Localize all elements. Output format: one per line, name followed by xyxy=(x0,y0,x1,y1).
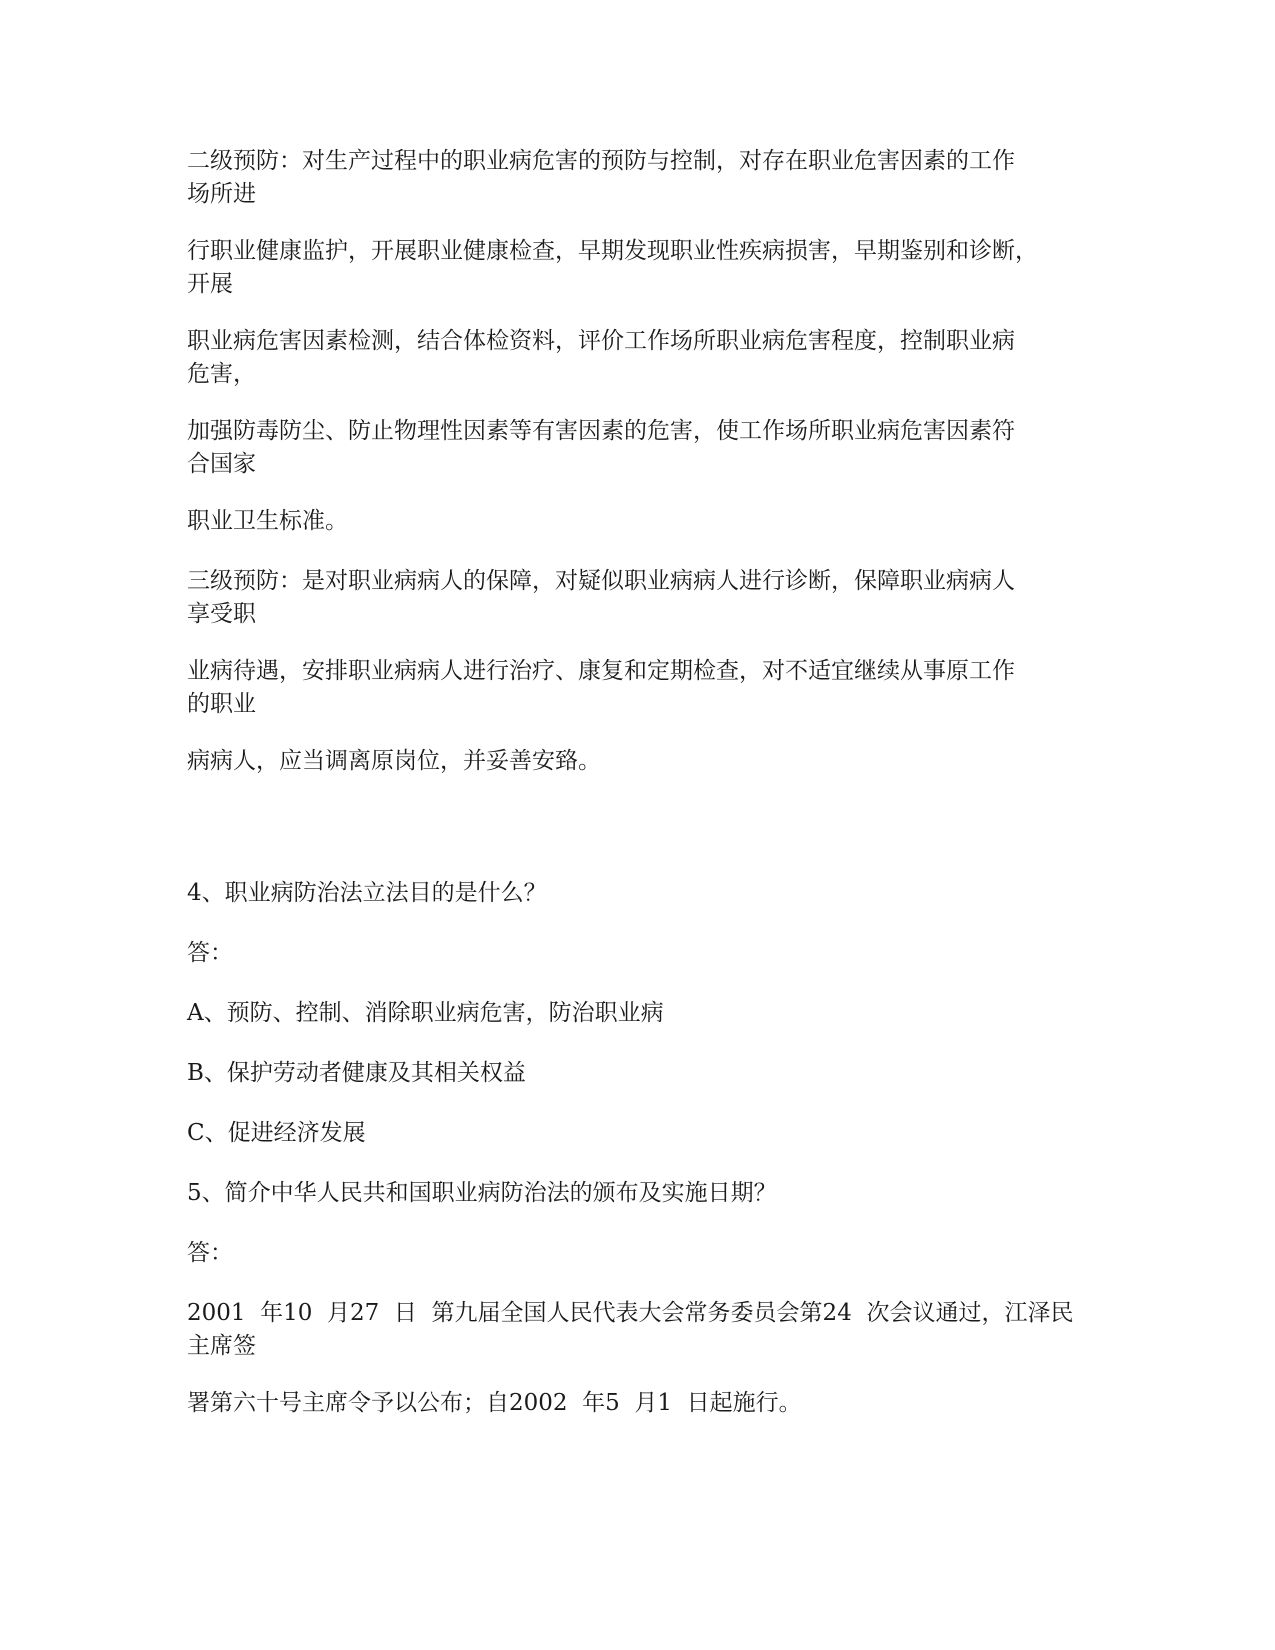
paragraph-secondary-prevention-5 xyxy=(187,505,1097,538)
answer-label-5 xyxy=(187,1237,1097,1270)
paragraph-line: 加强防毒防尘、防止物理性因素等有害因素的危害，使工作场所职业病危害因素符 xyxy=(187,418,1015,444)
paragraph-secondary-prevention-3 xyxy=(187,325,1097,391)
paragraph-line: 职业病危害因素检测，结合体检资料，评价工作场所职业病危害程度，控制职业病 xyxy=(187,328,1015,354)
answer-text: B、保护劳动者健康及其相关权益 xyxy=(187,1060,526,1086)
paragraph-line: 场所进 xyxy=(187,181,256,207)
answer-5-text-2 xyxy=(187,1387,1097,1420)
paragraph-tertiary-prevention-2 xyxy=(187,655,1097,721)
paragraph-tertiary-prevention-3 xyxy=(187,745,1097,778)
question-text: 4、职业病防治法立法目的是什么？ xyxy=(187,880,547,906)
answer-option-c xyxy=(187,1117,1097,1150)
answer-option-a xyxy=(187,997,1097,1030)
paragraph-line: 业病待遇，安排职业病病人进行治疗、康复和定期检查，对不适宜继续从事原工作 xyxy=(187,658,1015,684)
question-4 xyxy=(187,877,1097,910)
question-text: 5、简介中华人民共和国职业病防治法的颁布及实施日期？ xyxy=(187,1180,777,1206)
answer-label-4 xyxy=(187,937,1097,970)
question-5 xyxy=(187,1177,1097,1210)
answer-label: 答： xyxy=(187,1240,233,1266)
answer-text: C、促进经济发展 xyxy=(187,1120,366,1146)
answer-text: 主席签 xyxy=(187,1333,256,1359)
answer-text: 署第六十号主席令予以公布；自2002 年5 月1 日起施行。 xyxy=(187,1390,802,1416)
paragraph-secondary-prevention-2 xyxy=(187,235,1097,301)
paragraph-line: 的职业 xyxy=(187,691,256,717)
paragraph-line: 合国家 xyxy=(187,451,256,477)
paragraph-line: 病病人，应当调离原岗位，并妥善安臵。 xyxy=(187,748,601,774)
answer-option-b xyxy=(187,1057,1097,1090)
paragraph-tertiary-prevention-1 xyxy=(187,565,1097,631)
paragraph-line: 职业卫生标准。 xyxy=(187,508,348,534)
paragraph-line: 二级预防：对生产过程中的职业病危害的预防与控制，对存在职业危害因素的工作 xyxy=(187,148,1015,174)
paragraph-line: 行职业健康监护，开展职业健康检查，早期发现职业性疾病损害，早期鉴别和诊断， xyxy=(187,238,1038,264)
paragraph-line: 三级预防：是对职业病病人的保障，对疑似职业病病人进行诊断，保障职业病病人 xyxy=(187,568,1015,594)
answer-label: 答： xyxy=(187,940,233,966)
paragraph-secondary-prevention-1 xyxy=(187,145,1097,211)
paragraph-secondary-prevention-4 xyxy=(187,415,1097,481)
answer-text: 2001 年10 月27 日 第九届全国人民代表大会常务委员会第24 次会议通过，江泽民 xyxy=(187,1300,1074,1326)
paragraph-line: 危害， xyxy=(187,361,256,387)
paragraph-line: 开展 xyxy=(187,271,233,297)
answer-text: A、预防、控制、消除职业病危害，防治职业病 xyxy=(187,1000,664,1026)
paragraph-line: 享受职 xyxy=(187,601,256,627)
answer-5-text-1 xyxy=(187,1297,1097,1363)
